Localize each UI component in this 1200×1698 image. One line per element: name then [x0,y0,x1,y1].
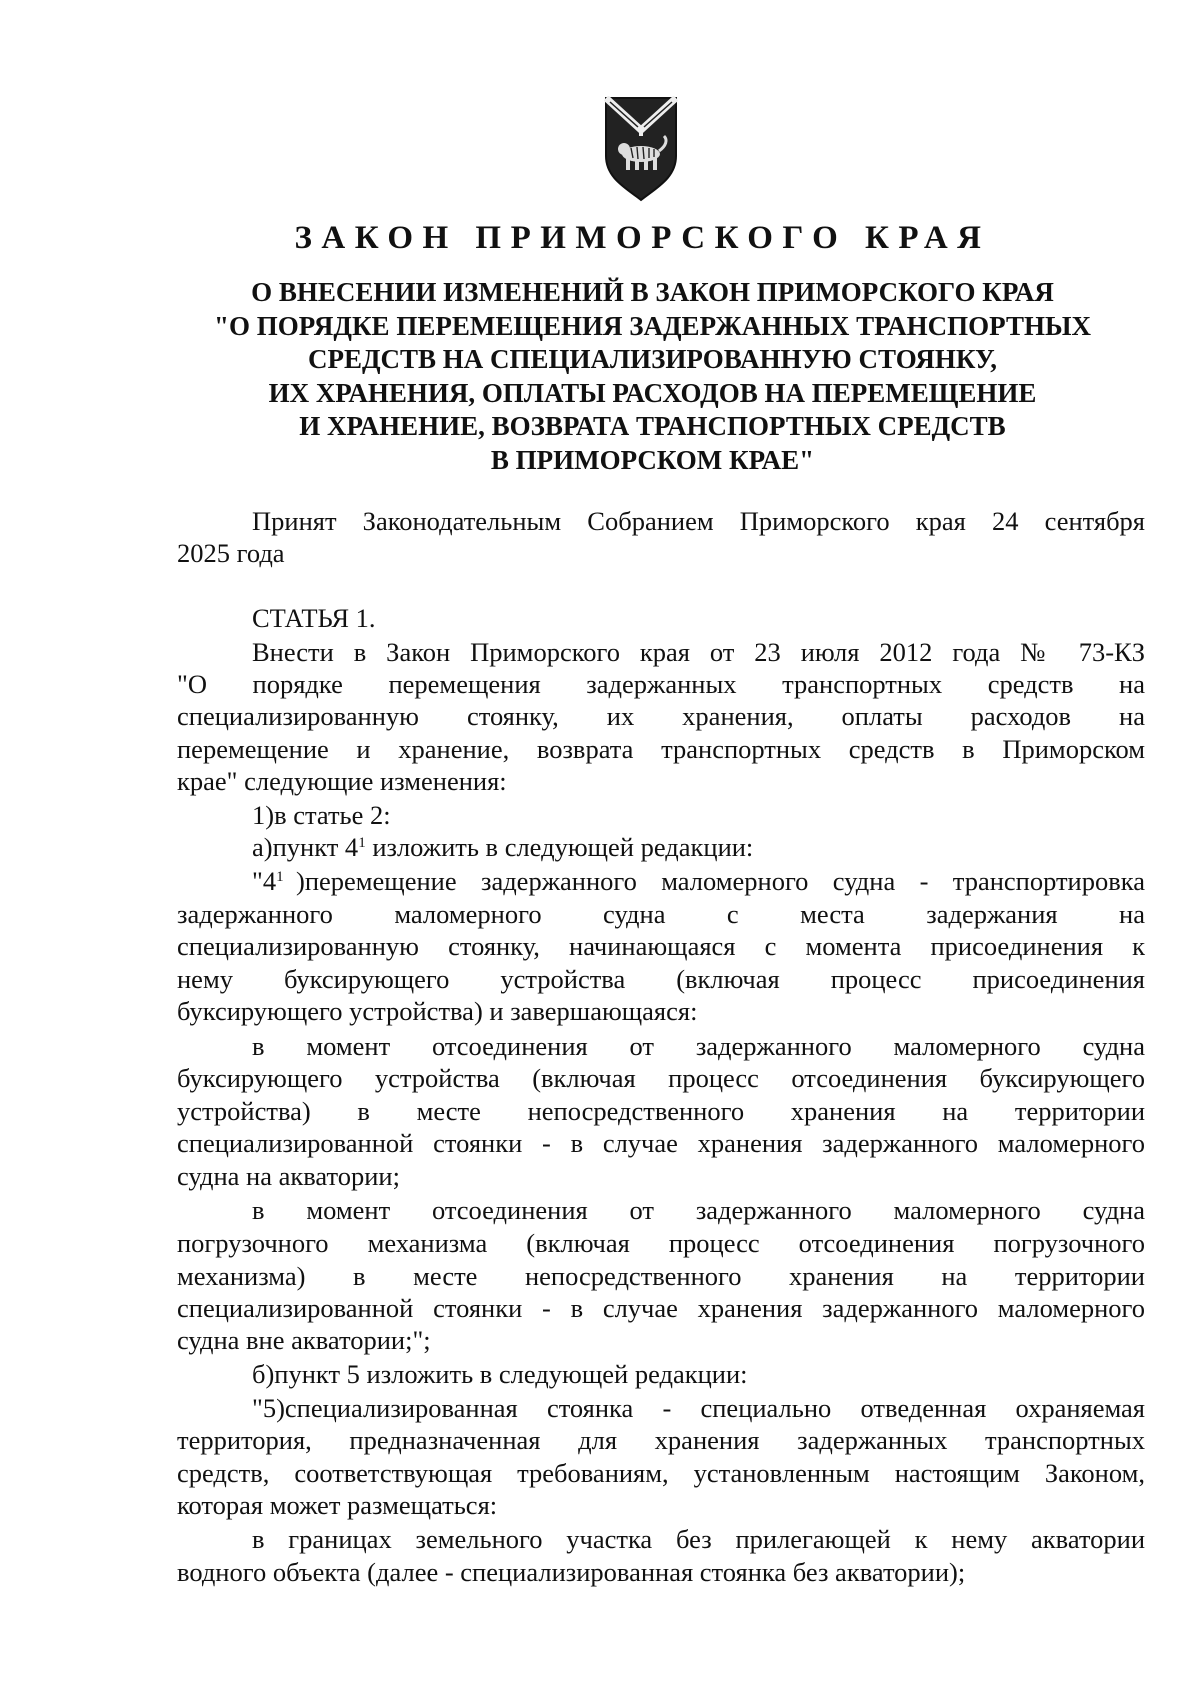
article-intro-line: "О порядке перемещения задержанных транспортных средств на [177,669,1145,699]
amendment-subitem [252,832,753,863]
definition-line: устройства) в месте непосредственного хранения на территории [177,1096,1145,1126]
amendment-item: 1)в статье 2: [252,800,391,830]
definition-line: средств, соответствующая требованиям, установленным настоящим Законом, [177,1458,1145,1488]
definition-line: буксирующего устройства (включая процесс отсоединения буксирующего [177,1063,1145,1093]
amendment-subitem: б)пункт 5 изложить в следующей редакции: [252,1359,748,1389]
text-fragment: )перемещение задержанного маломерного судна - транспортировка [296,866,1145,896]
definition-line: водного объекта (далее - специализированная стоянка без акватории); [177,1557,966,1587]
definition-line: нему буксирующего устройства (включая процесс присоединения [177,964,1145,994]
law-name-line: ИХ ХРАНЕНИЯ, ОПЛАТЫ РАСХОДОВ НА ПЕРЕМЕЩЕНИЕ [268,377,1037,408]
definition-line: в момент отсоединения от задержанного маломерного судна [252,1195,1145,1225]
law-name-line: О ВНЕСЕНИИ ИЗМЕНЕНИЙ В ЗАКОН ПРИМОРСКОГО КРАЯ [251,277,1054,307]
article-intro-line: крае" следующие изменения: [177,766,507,796]
definition-line: задержанного маломерного судна с места задержания на [177,899,1145,929]
law-title: ЗАКОН ПРИМОРСКОГО КРАЯ [294,220,991,256]
law-name-line: СРЕДСТВ НА СПЕЦИАЛИЗИРОВАННУЮ СТОЯНКУ, [307,344,998,375]
superscript: 1 [276,869,284,885]
text-fragment [252,866,284,897]
article-intro-line: Внести в Закон Приморского края от 23 июля 2012 года № 73-КЗ [252,637,1145,667]
adoption-line: Принят Законодательным Собранием Приморского края 24 сентября [252,506,1145,536]
definition-line [252,866,1145,897]
law-name-heading [160,276,1145,478]
adoption-line: 2025 года [177,538,285,568]
definition-line: погрузочного механизма (включая процесс отсоединения погрузочного [177,1228,1145,1258]
law-name-line: И ХРАНЕНИЕ, ВОЗВРАТА ТРАНСПОРТНЫХ СРЕДСТВ [299,411,1006,442]
definition-line: механизма) в месте непосредственного хранения на территории [177,1261,1145,1291]
text-fragment: а)пункт 4 [252,832,359,862]
definition-line: судна вне акватории;"; [177,1325,431,1355]
definition-line: специализированной стоянки - в случае хранения задержанного маломерного [177,1128,1145,1158]
article-intro-line: перемещение и хранение, возврата транспортных средств в Приморском [177,734,1145,764]
definition-line: специализированной стоянки - в случае хранения задержанного маломерного [177,1293,1145,1323]
definition-line: которая может размещаться: [177,1490,498,1520]
superscript: 1 [358,835,366,851]
definition-line: буксирующего устройства) и завершающаяся: [177,996,698,1026]
coat-of-arms-emblem [604,96,678,202]
text-fragment: "4 [252,866,277,896]
definition-line: судна на акватории; [177,1161,400,1191]
definition-line: "5)специализированная стоянка - специально отведенная охраняемая [252,1393,1145,1423]
article-intro-line: специализированную стоянку, их хранения, оплаты расходов на [177,701,1145,731]
definition-line: территория, предназначенная для хранения задержанных транспортных [177,1425,1145,1455]
text-fragment: изложить в следующей редакции: [365,832,754,862]
definition-line: в момент отсоединения от задержанного маломерного судна [252,1031,1145,1061]
definition-line: в границах земельного участка без прилегающей к нему акватории [252,1524,1145,1554]
article-heading: СТАТЬЯ 1. [252,603,376,633]
definition-line: специализированную стоянку, начинающаяся с момента присоединения к [177,931,1145,961]
law-name-line: В ПРИМОРСКОМ КРАЕ" [490,444,815,475]
law-name-line: "О ПОРЯДКЕ ПЕРЕМЕЩЕНИЯ ЗАДЕРЖАННЫХ ТРАНСПОРТНЫХ [214,310,1091,341]
